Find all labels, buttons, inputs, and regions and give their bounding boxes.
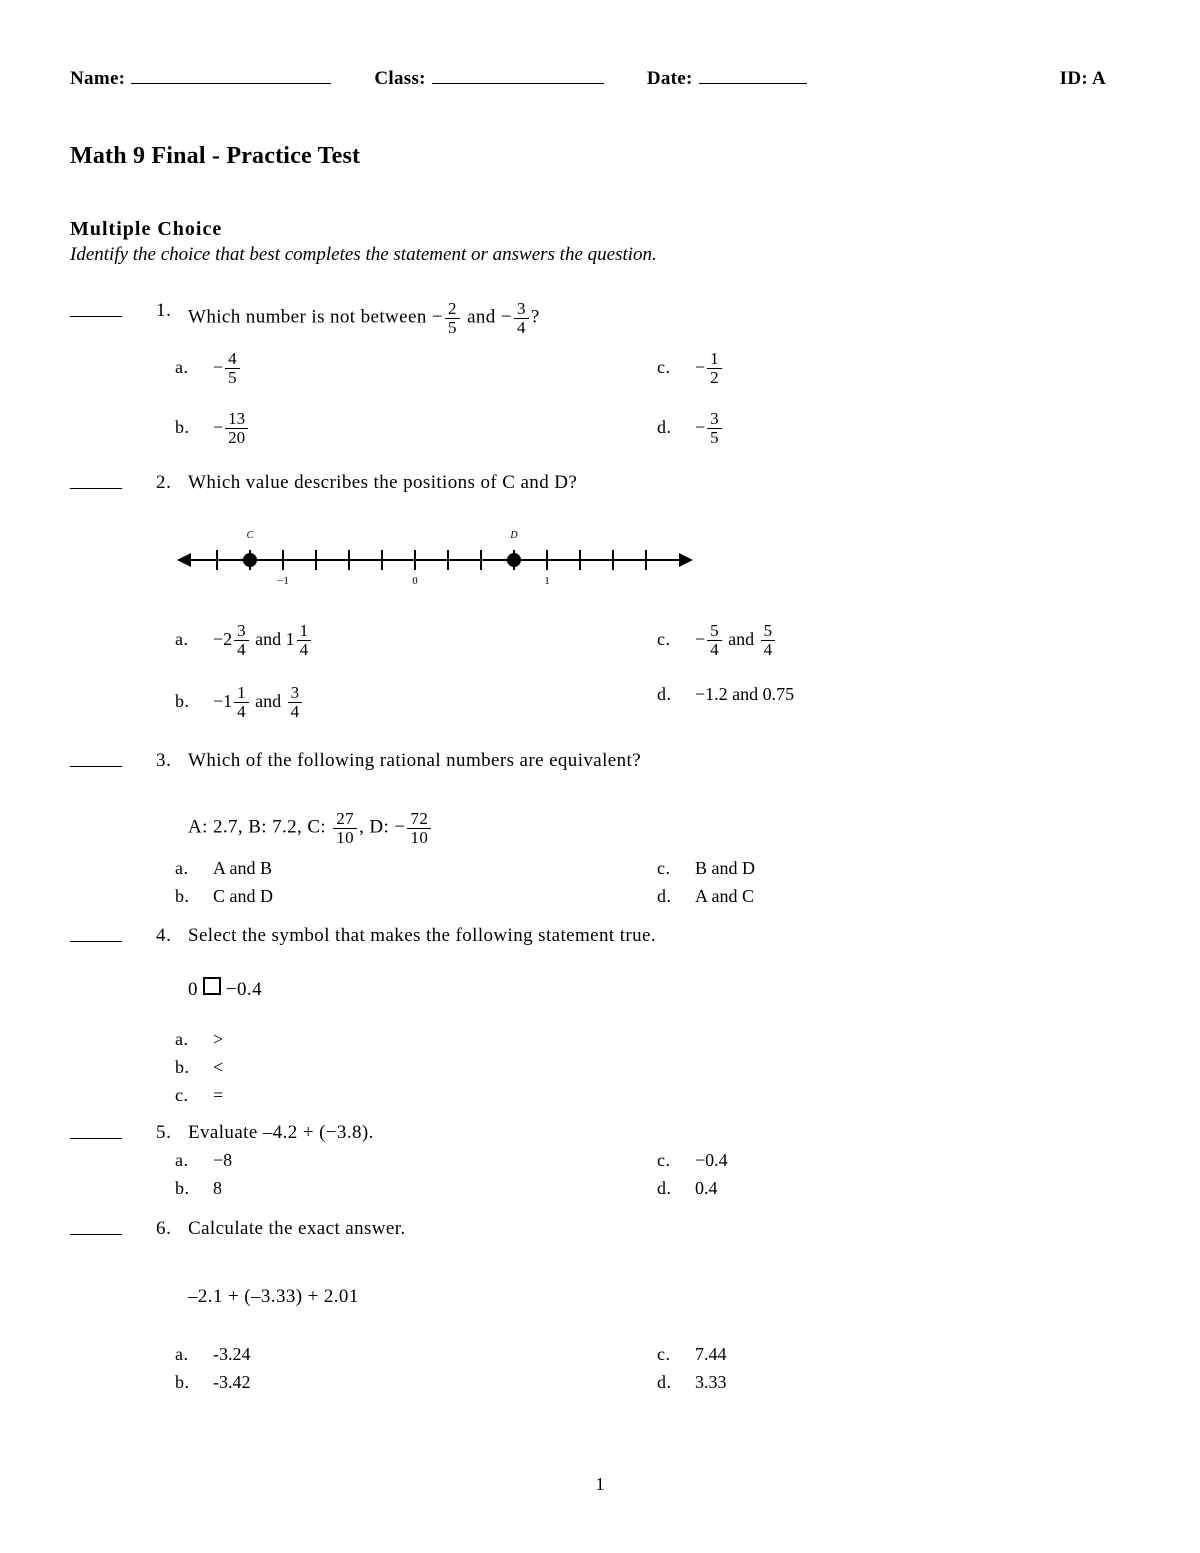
section-instructions: Identify the choice that best completes the statement or answers the question. <box>70 244 657 265</box>
choice-6b-value: -3.42 <box>213 1372 251 1392</box>
question-text-2: Which value describes the positions of C and D? <box>188 472 578 493</box>
choice-2c[interactable]: c. − $\frac{5}{4}$ and $\frac{5}{4}$ <box>657 622 777 659</box>
q1-text-pre: Which number is not between <box>188 306 432 328</box>
question-number-2: 2. <box>156 472 172 493</box>
name-blank-line <box>131 69 331 84</box>
choice-5c-value: −0.4 <box>695 1150 728 1170</box>
choice-4a-label: a. <box>175 1029 189 1049</box>
q3-frac-c: $\frac{27}{10}$ <box>333 810 357 847</box>
name-label: Name: <box>70 68 126 89</box>
svg-text:C: C <box>246 530 254 541</box>
choice-5c[interactable] <box>657 1150 728 1171</box>
choice-1a-label: a. <box>175 356 189 377</box>
question-text-6: Calculate the exact answer. <box>188 1218 406 1239</box>
choice-6b-label: b. <box>175 1372 190 1392</box>
section-heading: Multiple Choice <box>70 218 223 240</box>
q1-frac1-sign: − <box>431 306 444 328</box>
choice-6a[interactable] <box>175 1344 251 1365</box>
svg-text:D: D <box>510 530 518 541</box>
choice-3d-value: A and C <box>695 886 755 906</box>
class-label: Class: <box>374 68 426 89</box>
choice-2d[interactable] <box>657 684 794 705</box>
choice-6b[interactable] <box>175 1372 251 1393</box>
choice-2b[interactable]: b. −1 $\frac{1}{4}$ and $\frac{3}{4}$ <box>175 684 304 721</box>
choice-3b[interactable] <box>175 886 273 907</box>
answer-blank-3[interactable] <box>70 752 122 767</box>
question-text-1 <box>188 300 540 337</box>
choice-5d-label: d. <box>657 1178 672 1198</box>
answer-blank-1[interactable] <box>70 302 122 317</box>
choice-2d-label: d. <box>657 684 672 704</box>
page-number: 1 <box>595 1474 605 1494</box>
question-6-expression: –2.1 + (–3.33) + 2.01 <box>188 1286 359 1307</box>
choice-2b-label: b. <box>175 690 190 711</box>
question-4-statement <box>188 977 262 1001</box>
choice-3b-label: b. <box>175 886 190 906</box>
choice-1a[interactable]: a. − $\frac{4}{5}$ <box>175 350 242 387</box>
choice-3a-value: A and B <box>213 858 273 878</box>
choice-1d-label: d. <box>657 416 672 437</box>
choice-3c-label: c. <box>657 858 671 878</box>
question-4-choices <box>175 1029 1155 1119</box>
choice-3c[interactable] <box>657 858 755 879</box>
answer-blank-2[interactable] <box>70 474 122 489</box>
svg-text:−1: −1 <box>277 575 289 587</box>
choice-4b-label: b. <box>175 1057 190 1077</box>
q4-left-operand: 0 <box>188 979 198 1000</box>
choice-4b-value: < <box>213 1057 224 1077</box>
question-3-choices <box>175 858 1155 918</box>
choice-3a-label: a. <box>175 858 189 878</box>
page-title: Math 9 Final - Practice Test <box>70 143 361 169</box>
choice-6d-label: d. <box>657 1372 672 1392</box>
choice-4c-value: = <box>213 1085 224 1105</box>
choice-1c-fraction: $\frac{1}{2}$ <box>707 350 722 387</box>
question-2-choices <box>175 622 1155 722</box>
q4-right-operand: −0.4 <box>225 979 262 1000</box>
answer-blank-6[interactable] <box>70 1220 122 1235</box>
q1-frac1: $\frac{2}{5}$ <box>445 300 460 337</box>
choice-6d-value: 3.33 <box>695 1372 727 1392</box>
class-field-label <box>374 68 603 90</box>
question-number-3: 3. <box>156 750 172 771</box>
q1-frac2: $\frac{3}{4}$ <box>514 300 529 337</box>
choice-3a[interactable] <box>175 858 272 879</box>
svg-text:1: 1 <box>544 575 550 587</box>
question-number-1: 1. <box>156 300 172 321</box>
choice-2c-label: c. <box>657 628 671 649</box>
q3-frac-d: $\frac{72}{10}$ <box>407 810 431 847</box>
choice-2d-value: −1.2 and 0.75 <box>695 684 795 704</box>
choice-4a[interactable] <box>175 1029 223 1050</box>
choice-5a-label: a. <box>175 1150 189 1170</box>
choice-3b-value: C and D <box>213 886 273 906</box>
choice-6a-value: -3.24 <box>213 1344 251 1364</box>
test-id: ID: A <box>1059 68 1106 89</box>
class-blank-line <box>432 69 604 84</box>
number-line-svg <box>175 528 695 598</box>
placeholder-box-icon <box>203 977 221 995</box>
q1-text-mid: and <box>461 306 501 328</box>
choice-5b-label: b. <box>175 1178 190 1198</box>
question-number-4: 4. <box>156 925 172 946</box>
q1-text-post: ? <box>530 306 540 328</box>
choice-1b[interactable]: b. − $\frac{13}{20}$ <box>175 410 250 447</box>
choice-3c-value: B and D <box>695 858 755 878</box>
choice-5a-value: −8 <box>213 1150 233 1170</box>
question-number-5: 5. <box>156 1122 172 1143</box>
choice-6a-label: a. <box>175 1344 189 1364</box>
answer-blank-5[interactable] <box>70 1124 122 1139</box>
question-text-5: Evaluate –4.2 + (−3.8). <box>188 1122 374 1143</box>
choice-5d-value: 0.4 <box>695 1178 718 1198</box>
q1-frac2-sign: − <box>500 306 512 328</box>
choice-5b[interactable] <box>175 1178 222 1199</box>
choice-1a-fraction: $\frac{4}{5}$ <box>225 350 240 387</box>
choice-1c-label: c. <box>657 356 671 377</box>
date-field-label <box>647 68 807 90</box>
choice-1d[interactable]: d. − $\frac{3}{5}$ <box>657 410 724 447</box>
choice-1b-fraction: $\frac{13}{20}$ <box>225 410 248 447</box>
question-text-4: Select the symbol that makes the following statement true. <box>188 925 657 946</box>
choice-6c-value: 7.44 <box>695 1344 727 1364</box>
choice-2a[interactable]: a. −2 $\frac{3}{4}$ and 1 $\frac{1}{4}$ <box>175 622 313 659</box>
choice-6d[interactable] <box>657 1372 727 1393</box>
question-5-choices <box>175 1150 1155 1210</box>
choice-2a-label: a. <box>175 628 189 649</box>
choice-1c[interactable]: c. − $\frac{1}{2}$ <box>657 350 724 387</box>
choice-5c-label: c. <box>657 1150 671 1170</box>
choice-5a[interactable] <box>175 1150 232 1171</box>
question-number-6: 6. <box>156 1218 172 1239</box>
answer-blank-4[interactable] <box>70 927 122 942</box>
name-field-label <box>70 68 331 90</box>
question-text-3: Which of the following rational numbers are equivalent? <box>188 750 642 771</box>
choice-4c-label: c. <box>175 1085 189 1105</box>
date-label: Date: <box>646 68 693 89</box>
choice-4a-value: > <box>213 1029 224 1049</box>
choice-3d-label: d. <box>657 886 672 906</box>
choice-6c-label: c. <box>657 1344 671 1364</box>
document-header <box>70 68 1140 90</box>
choice-4c[interactable] <box>175 1085 223 1106</box>
choice-4b[interactable] <box>175 1057 223 1078</box>
number-line-figure <box>175 528 695 598</box>
choice-5d[interactable] <box>657 1178 718 1199</box>
choice-3d[interactable] <box>657 886 754 907</box>
q3-sub-pre: A: 2.7, B: 7.2, C: <box>188 816 332 838</box>
svg-text:0: 0 <box>412 575 418 587</box>
question-1-choices <box>175 349 1155 447</box>
choice-5b-value: 8 <box>213 1178 222 1198</box>
q3-sub-mid: , D: <box>359 816 395 838</box>
date-blank-line <box>699 69 807 84</box>
question-6-choices <box>175 1344 1155 1404</box>
choice-1b-label: b. <box>175 416 190 437</box>
choice-1d-fraction: $\frac{3}{5}$ <box>707 410 722 447</box>
question-3-sub: A: 2.7, B: 7.2, C: $\frac{27}{10}$ , D: − $\frac{72}{10}$ <box>188 810 433 847</box>
choice-6c[interactable] <box>657 1344 727 1365</box>
